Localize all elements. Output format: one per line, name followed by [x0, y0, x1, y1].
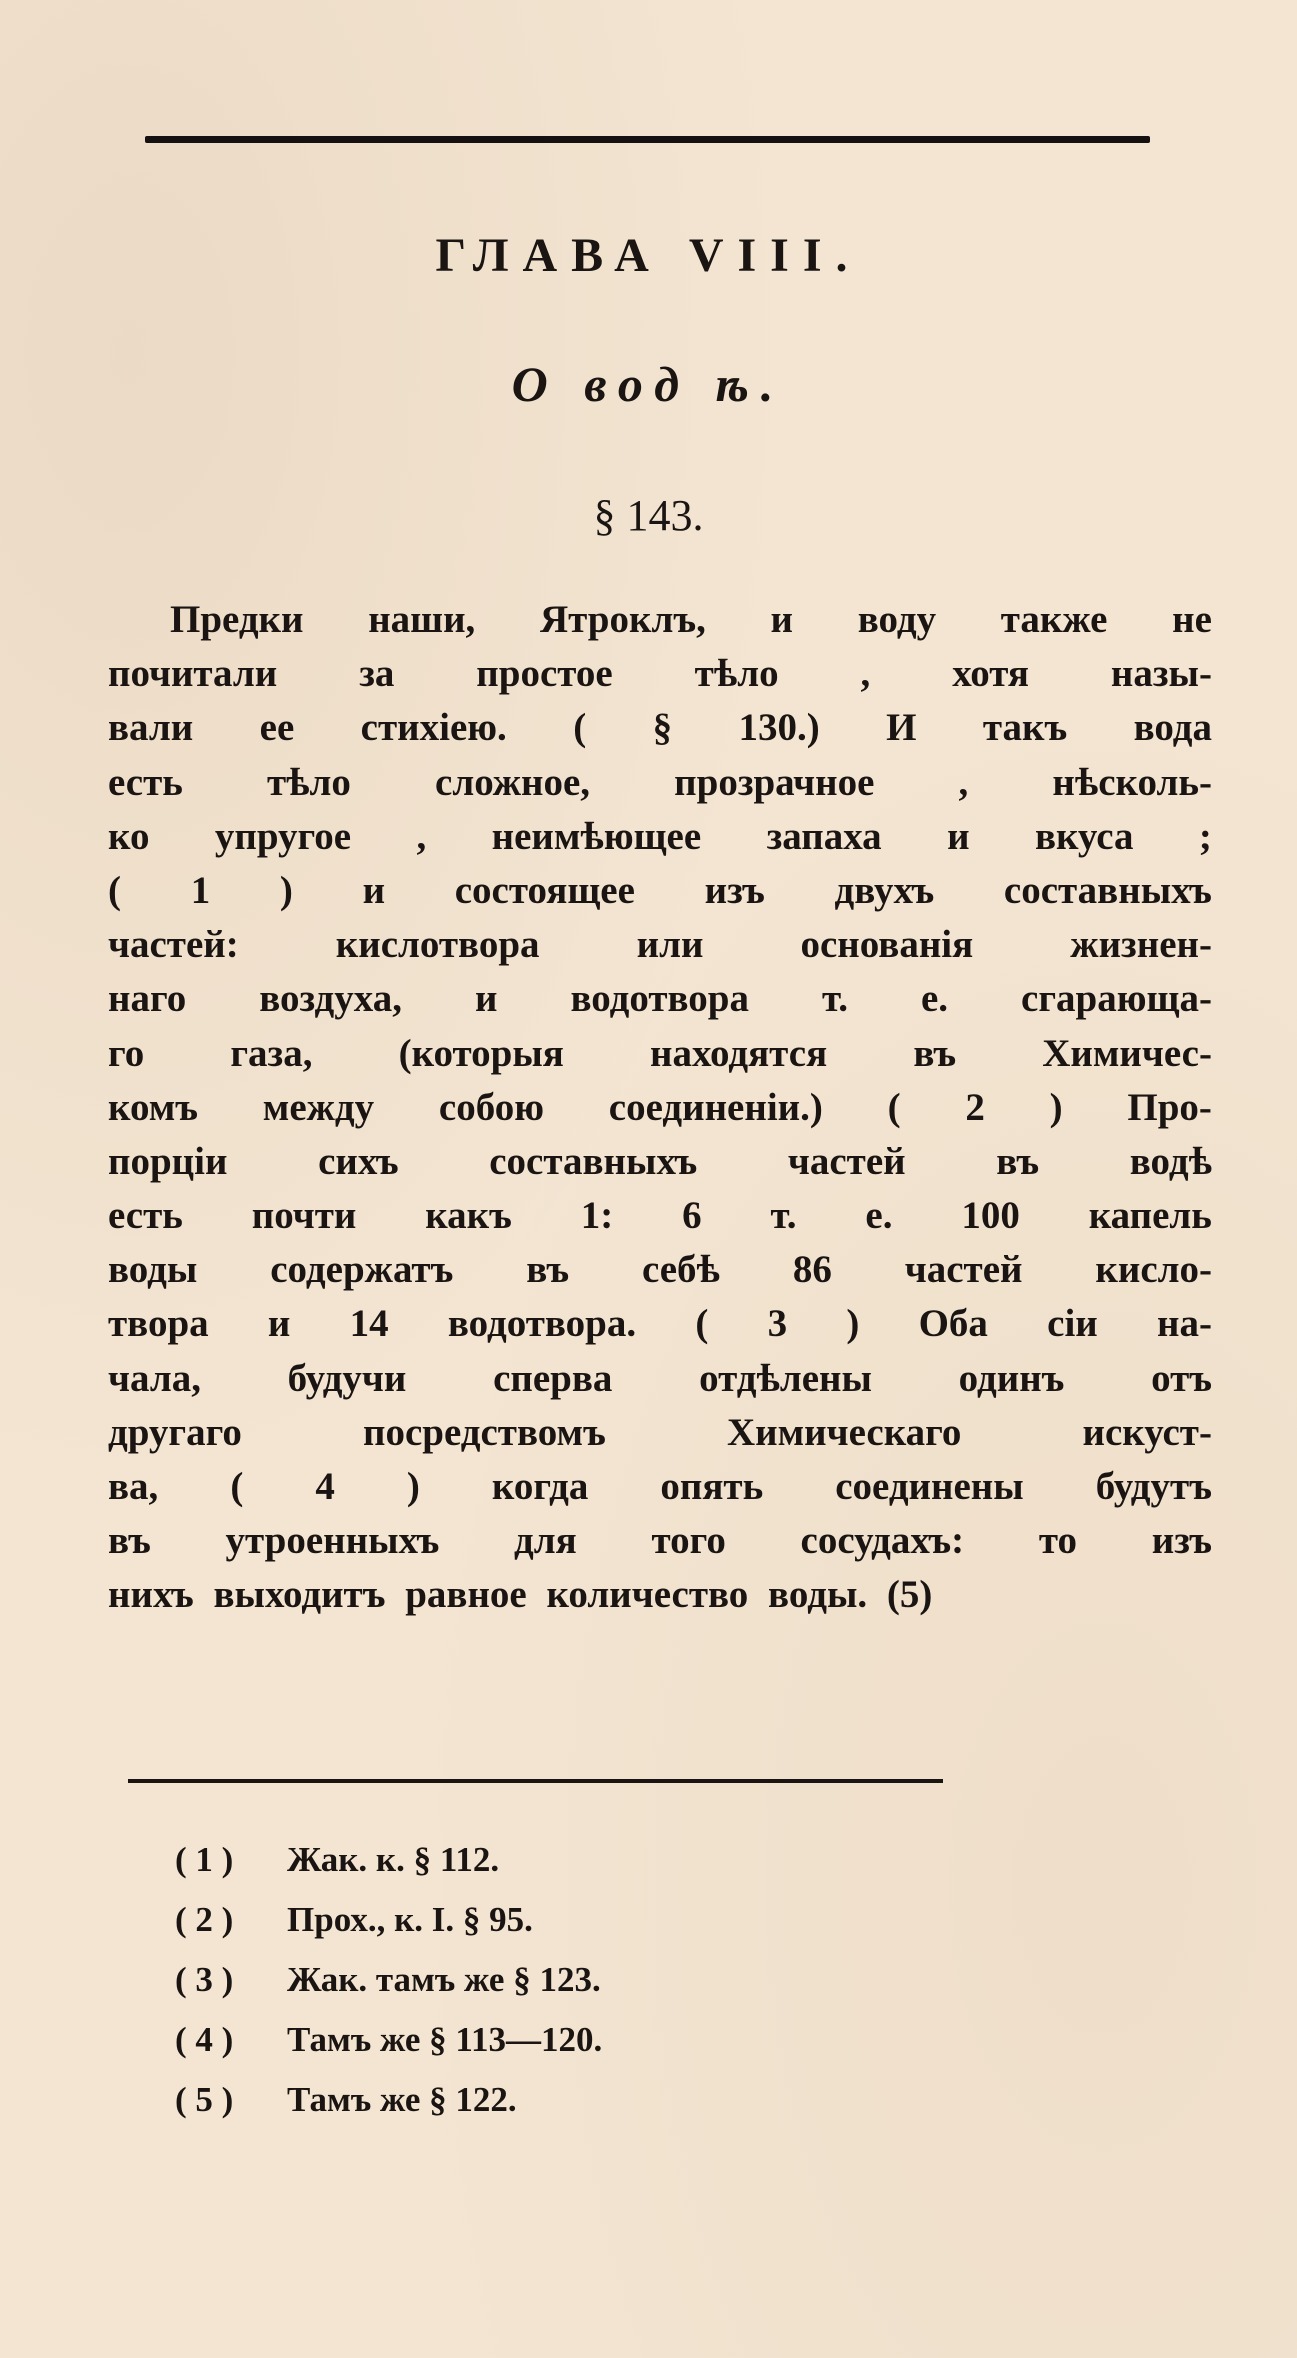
body-line: комъ между собою соединеніи.) ( 2 ) Про-: [108, 1085, 1212, 1129]
footnote-number: ( 2 ): [175, 1900, 234, 1939]
footnote: [175, 2010, 602, 2070]
body-line: воды содержатъ въ себѣ 86 частей кисло-: [108, 1248, 1212, 1292]
footnote-rule: [128, 1779, 943, 1783]
footnote: [175, 2070, 602, 2130]
footnote: [175, 1890, 602, 1950]
body-line: Предки наши, Ятроклъ, и воду также не: [170, 598, 1212, 641]
footnotes: [175, 1830, 602, 2130]
body-line: порціи сихъ составныхъ частей въ водѣ: [108, 1139, 1212, 1183]
chapter-subtitle: О вод ѣ.: [511, 356, 786, 412]
footnote-number: ( 5 ): [175, 2080, 234, 2119]
top-rule: [145, 136, 1150, 143]
body-line: го газа, (которыя находятся въ Химичес-: [108, 1031, 1212, 1075]
footnote-text: Прох., к. I. § 95.: [287, 1900, 533, 1939]
footnote: [175, 1830, 602, 1890]
body-line: въ утроенныхъ для того сосудахъ: то изъ: [108, 1519, 1212, 1563]
body-line: есть тѣло сложное, прозрачное , нѣсколь-: [108, 760, 1212, 804]
body-text: [108, 593, 1212, 1623]
body-line: есть почти какъ 1: 6 т. е. 100 капель: [108, 1194, 1212, 1238]
footnote-number: ( 3 ): [175, 1960, 234, 1999]
footnote-text: Жак. к. § 112.: [287, 1840, 500, 1879]
body-line: ( 1 ) и состоящее изъ двухъ составныхъ: [108, 868, 1212, 912]
body-line: наго воздуха, и водотвора т. е. сгарающа-: [108, 977, 1212, 1021]
body-line: чала, будучи сперва отдѣлены одинъ отъ: [108, 1356, 1212, 1400]
footnote: [175, 1950, 602, 2010]
footnote-number: ( 4 ): [175, 2020, 234, 2059]
footnote-text: Тамъ же § 122.: [287, 2080, 517, 2119]
section-number: § 143.: [593, 491, 704, 540]
body-line: другаго посредствомъ Химическаго искуст-: [108, 1410, 1212, 1454]
body-line: ко упругое , неимѣющее запаха и вкуса ;: [108, 814, 1212, 858]
chapter-title: ГЛАВА VIII.: [435, 229, 862, 282]
body-line: ва, ( 4 ) когда опять соединены будутъ: [108, 1465, 1212, 1508]
footnote-text: Тамъ же § 113—120.: [287, 2020, 603, 2059]
body-line: почитали за простое тѣло , хотя назы-: [108, 652, 1212, 696]
footnote-number: ( 1 ): [175, 1840, 234, 1879]
body-line: вали ее стихіею. ( § 130.) И такъ вода: [108, 706, 1212, 750]
body-line: нихъ выходитъ равное количество воды. (5): [108, 1573, 933, 1617]
body-line: твора и 14 водотвора. ( 3 ) Оба сіи на-: [108, 1302, 1212, 1346]
footnote-text: Жак. тамъ же § 123.: [287, 1960, 601, 1999]
body-line: частей: кислотвора или основанія жизнен-: [108, 923, 1212, 967]
